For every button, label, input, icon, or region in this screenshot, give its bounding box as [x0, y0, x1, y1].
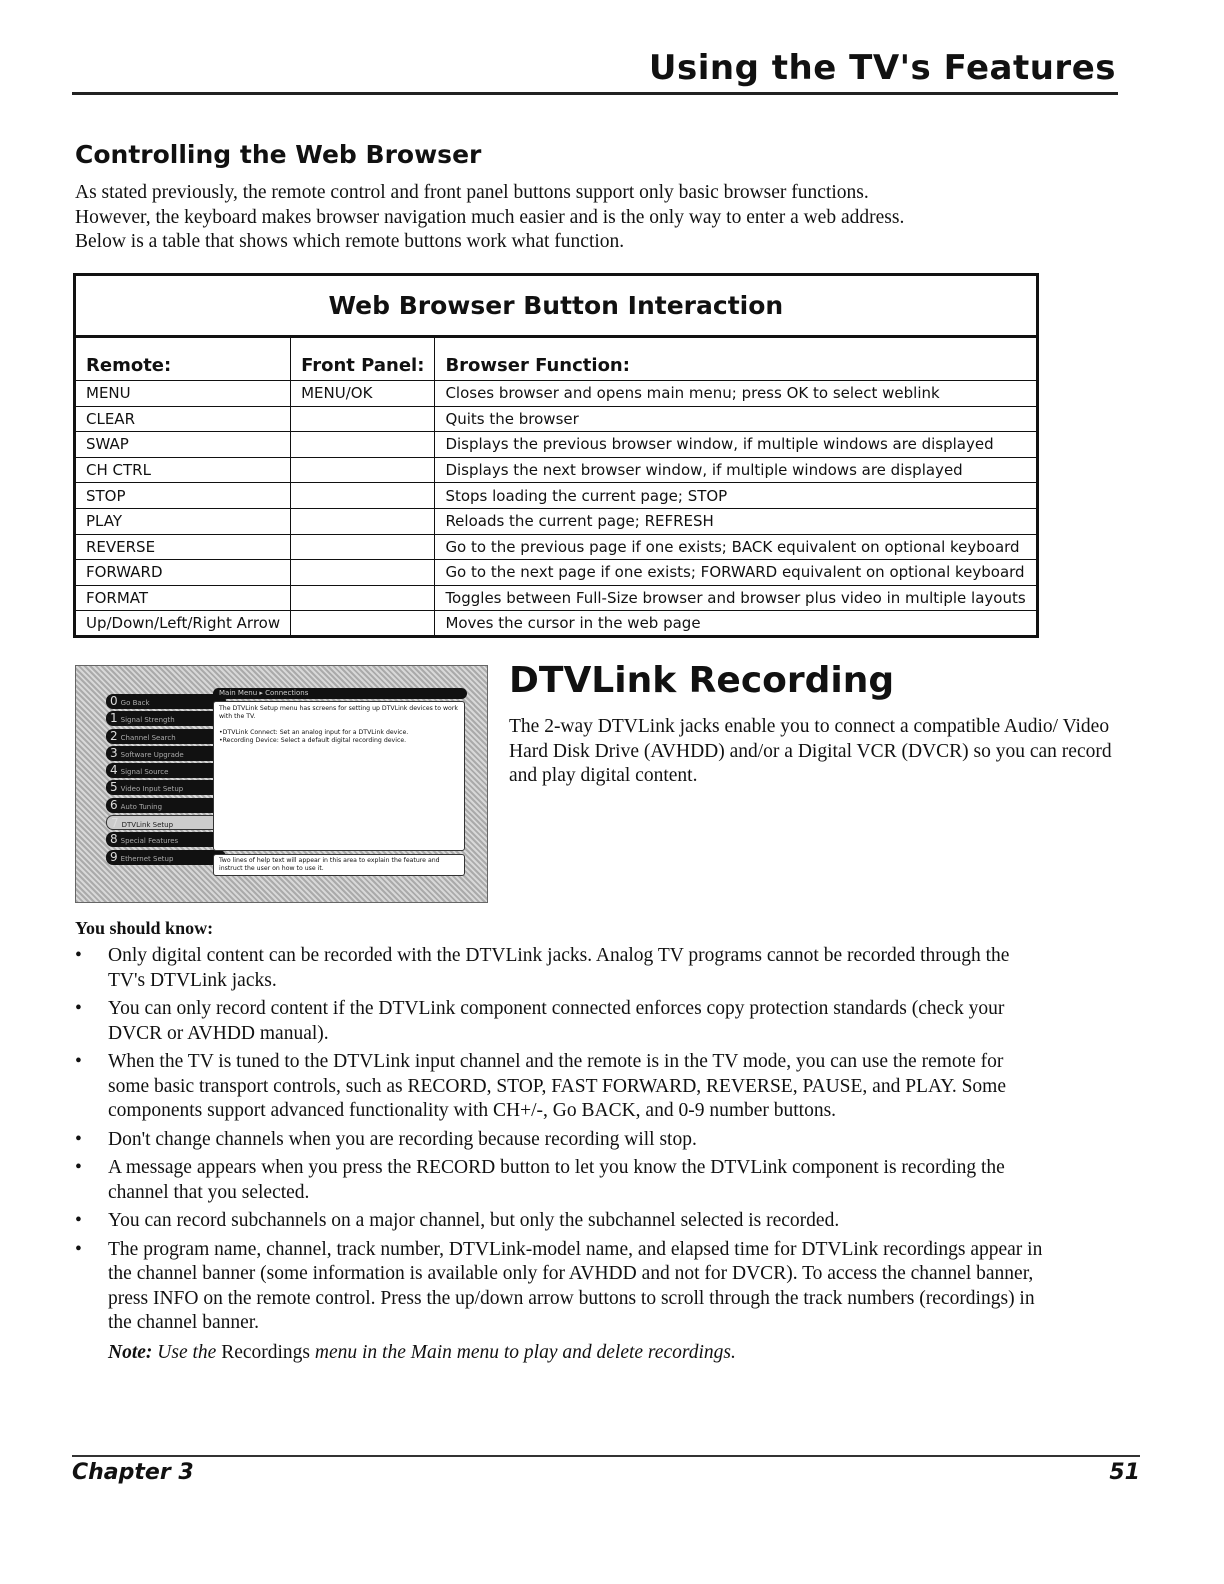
- menu-item-number: 3: [110, 745, 118, 760]
- menu-item: [106, 850, 226, 865]
- info-line: •DTVLink Connect: Set an analog input for a DTVLink device.: [219, 729, 409, 736]
- function-cell: Displays the previous browser window, if multiple windows are displayed: [435, 432, 1037, 458]
- footer-rule: [72, 1455, 1140, 1457]
- note-term: Recordings: [221, 1342, 311, 1363]
- header-rule: [72, 92, 1118, 95]
- remote-cell: FORWARD: [75, 560, 291, 586]
- function-cell: Go to the previous page if one exists; BACK equivalent on optional keyboard: [435, 534, 1037, 560]
- front-panel-cell: [291, 483, 435, 509]
- function-cell: Quits the browser: [435, 406, 1037, 432]
- remote-cell: STOP: [75, 483, 291, 509]
- remote-cell: SWAP: [75, 432, 291, 458]
- menu-item: [106, 815, 226, 830]
- menu-item-number: 5: [110, 780, 118, 795]
- table-row: [75, 483, 1038, 509]
- remote-cell: PLAY: [75, 508, 291, 534]
- menu-item-number: 7: [111, 816, 119, 831]
- bullet-item: • When the TV is tuned to the DTVLink input channel and the remote is in the TV mode, you can use the remote for some basic transport controls, such as RECORD, STOP, FAST FORWARD, REVERSE, PAUSE, and PLAY. Some components support advanced functionality with CH+/-, Go BACK, and 0-9 number buttons.: [75, 1050, 1045, 1124]
- function-cell: Reloads the current page; REFRESH: [435, 508, 1037, 534]
- note-text: menu in the Main menu to play and delete recordings.: [310, 1342, 736, 1363]
- menu-item-label: DTVLink Setup: [121, 821, 174, 830]
- menu-item: [106, 711, 226, 726]
- bullet-item: • Only digital content can be recorded with the DTVLink jacks. Analog TV programs cannot be recorded through the TV's DTVLink jacks.: [75, 944, 1045, 993]
- info-line: •Recording Device: Select a default digital recording device.: [219, 737, 407, 744]
- menu-item-number: 4: [110, 763, 118, 778]
- note: [108, 1342, 736, 1364]
- menu-item-label: Ethernet Setup: [120, 854, 174, 863]
- menu-item-number: 2: [110, 728, 118, 743]
- menu-item-number: 0: [110, 694, 118, 708]
- connections-menu-list: [106, 694, 226, 867]
- bullet-item: • The program name, channel, track number, DTVLink-model name, and elapsed time for DTVLink recordings appear in the channel banner (some information is available only for AVHDD and not for DVCR). To access the channel banner, press INFO on the remote control. Press the up/down arrow buttons to scroll through the track numbers (recordings) in the channel banner.: [75, 1238, 1045, 1336]
- menu-item-label: Video Input Setup: [120, 785, 184, 794]
- remote-cell: FORMAT: [75, 585, 291, 611]
- function-cell: Closes browser and opens main menu; press OK to select weblink: [435, 381, 1037, 407]
- front-panel-cell: [291, 560, 435, 586]
- remote-cell: MENU: [75, 381, 291, 407]
- menu-item-number: 6: [110, 797, 118, 812]
- page-header-title: Using the TV's Features: [648, 48, 1116, 88]
- front-panel-cell: [291, 508, 435, 534]
- info-line: The DTVLink Setup menu has screens for setting up DTVLink devices to work with the TV.: [219, 705, 458, 720]
- remote-cell: REVERSE: [75, 534, 291, 560]
- menu-item-number: 9: [110, 849, 118, 864]
- table-row: [75, 585, 1038, 611]
- menu-item-label: Special Features: [120, 837, 179, 846]
- table-title: Web Browser Button Interaction: [75, 275, 1038, 337]
- tv-menu-screenshot: [75, 665, 488, 903]
- table-row: [75, 508, 1038, 534]
- menu-item-label: Channel Search: [120, 733, 176, 742]
- function-cell: Displays the next browser window, if multiple windows are displayed: [435, 457, 1037, 483]
- front-panel-cell: [291, 406, 435, 432]
- menu-item-label: Signal Strength: [120, 716, 175, 725]
- table-row: [75, 381, 1038, 407]
- menu-item-label: Signal Source: [120, 768, 169, 777]
- menu-item: [106, 729, 226, 744]
- dtvlink-heading: DTVLink Recording: [509, 660, 895, 701]
- note-label: Note:: [108, 1342, 153, 1363]
- remote-cell: CLEAR: [75, 406, 291, 432]
- menu-item: [106, 798, 226, 813]
- bullet-item: • Don't change channels when you are recording because recording will stop.: [75, 1128, 1045, 1153]
- column-header-front-panel: Front Panel:: [291, 337, 435, 381]
- web-browser-button-table: [73, 273, 1039, 638]
- section-heading: Controlling the Web Browser: [75, 140, 482, 169]
- front-panel-cell: [291, 457, 435, 483]
- page-number: 51: [1109, 1460, 1140, 1485]
- bullet-item: • You can only record content if the DTVLink component connected enforces copy protection standards (check your DVCR or AVHDD manual).: [75, 997, 1045, 1046]
- remote-cell: CH CTRL: [75, 457, 291, 483]
- menu-item-label: Auto Tuning: [120, 802, 163, 811]
- you-should-know-list: [75, 944, 1045, 1340]
- menu-info-box: [213, 701, 465, 851]
- front-panel-cell: [291, 534, 435, 560]
- table-row: [75, 611, 1038, 637]
- front-panel-cell: [291, 432, 435, 458]
- footer-chapter: Chapter 3: [72, 1460, 194, 1485]
- menu-breadcrumb: Main Menu ▸ Connections: [213, 688, 467, 699]
- intro-paragraph: As stated previously, the remote control and front panel buttons support only basic browser functions. However, the keyboard makes browser navigation much easier and is the only way to enter a web address. Below is a table that shows which remote buttons work what function.: [75, 182, 905, 252]
- column-header-remote: Remote:: [75, 337, 291, 381]
- menu-item: [106, 763, 226, 778]
- menu-item: [106, 746, 226, 761]
- menu-item: [106, 832, 226, 847]
- menu-item: [106, 780, 226, 795]
- menu-item-number: 1: [110, 711, 118, 726]
- table-row: [75, 560, 1038, 586]
- front-panel-cell: [291, 611, 435, 637]
- menu-item-number: 8: [110, 832, 118, 847]
- table-row: [75, 457, 1038, 483]
- menu-item-label: Software Upgrade: [120, 750, 184, 759]
- menu-help-box: Two lines of help text will appear in this area to explain the feature and instruct the user on how to use it.: [213, 854, 465, 876]
- function-cell: Go to the next page if one exists; FORWARD equivalent on optional keyboard: [435, 560, 1037, 586]
- bullet-item: • A message appears when you press the RECORD button to let you know the DTVLink component is recording the channel that you selected.: [75, 1156, 1045, 1205]
- bullet-item: • You can record subchannels on a major channel, but only the subchannel selected is recorded.: [75, 1209, 1045, 1234]
- front-panel-cell: MENU/OK: [291, 381, 435, 407]
- table-row: [75, 534, 1038, 560]
- note-text: Use the: [152, 1342, 222, 1363]
- function-cell: Toggles between Full-Size browser and browser plus video in multiple layouts: [435, 585, 1037, 611]
- menu-item: [106, 694, 226, 709]
- dtvlink-paragraph: The 2-way DTVLink jacks enable you to connect a compatible Audio/ Video Hard Disk Drive (AVHDD) and/or a Digital VCR (DVCR) so you can record and play digital content.: [509, 716, 1112, 786]
- you-should-know-heading: You should know:: [75, 918, 214, 938]
- function-cell: Moves the cursor in the web page: [435, 611, 1037, 637]
- function-cell: Stops loading the current page; STOP: [435, 483, 1037, 509]
- table-row: [75, 432, 1038, 458]
- column-header-browser-function: Browser Function:: [435, 337, 1037, 381]
- table-row: [75, 406, 1038, 432]
- front-panel-cell: [291, 585, 435, 611]
- menu-item-label: Go Back: [120, 699, 150, 707]
- remote-cell: Up/Down/Left/Right Arrow: [75, 611, 291, 637]
